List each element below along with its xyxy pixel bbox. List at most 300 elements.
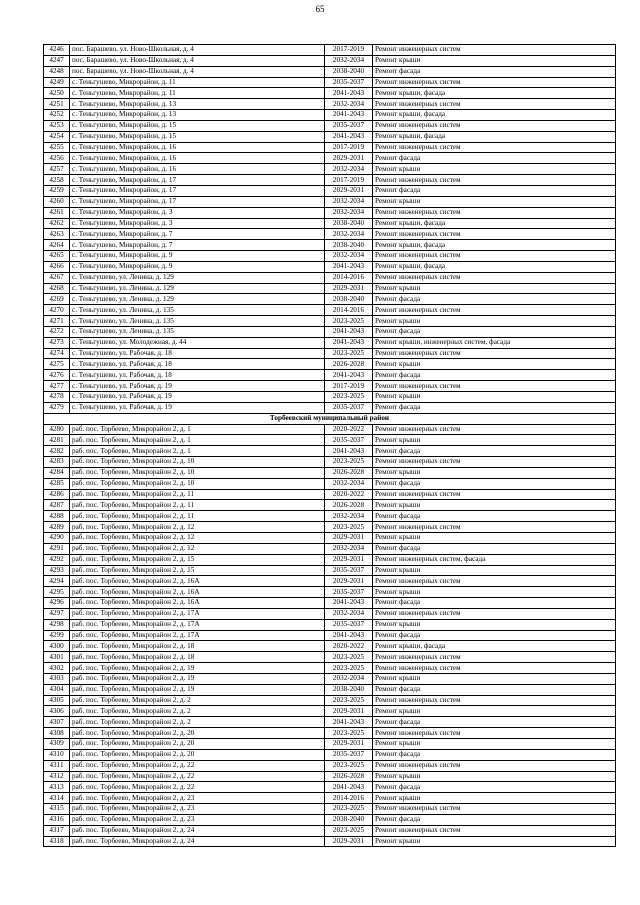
row-number: 4293 bbox=[44, 565, 70, 576]
page-number: 65 bbox=[315, 4, 325, 14]
row-number: 4307 bbox=[44, 717, 70, 728]
work-type-cell: Ремонт инженерных систем bbox=[373, 576, 616, 587]
table-row bbox=[44, 99, 616, 110]
row-number: 4299 bbox=[44, 630, 70, 641]
address-cell: раб. пос. Торбеево, Микрорайон 2, д. 23 bbox=[70, 793, 325, 804]
table-row bbox=[44, 760, 616, 771]
table-row bbox=[44, 131, 616, 142]
table-row bbox=[44, 261, 616, 272]
work-type-cell: Ремонт фасада bbox=[373, 598, 616, 609]
work-type-cell: Ремонт инженерных систем bbox=[373, 207, 616, 218]
period-cell: 2035-2037 bbox=[325, 565, 373, 576]
work-type-cell: Ремонт фасада bbox=[373, 153, 616, 164]
section-title: Торбеевский муниципальный район bbox=[44, 413, 616, 424]
address-cell: раб. пос. Торбеево, Микрорайон 2, д. 22 bbox=[70, 771, 325, 782]
table-row bbox=[44, 381, 616, 392]
period-cell: 2029-2031 bbox=[325, 283, 373, 294]
address-cell: с. Теньгушево, Микрорайон, д. 7 bbox=[70, 229, 325, 240]
work-type-cell: Ремонт фасада bbox=[373, 402, 616, 413]
section-header-row bbox=[44, 413, 616, 424]
work-type-cell: Ремонт фасада bbox=[373, 446, 616, 457]
row-number: 4275 bbox=[44, 359, 70, 370]
address-cell: раб. пос. Торбеево, Микрорайон 2, д. 11 bbox=[70, 500, 325, 511]
address-cell: раб. пос. Торбеево, Микрорайон 2, д. 10 bbox=[70, 467, 325, 478]
period-cell: 2035-2037 bbox=[325, 749, 373, 760]
table-row bbox=[44, 771, 616, 782]
work-type-cell: Ремонт фасада bbox=[373, 543, 616, 554]
address-cell: раб. пос. Торбеево, Микрорайон 2, д. 1 bbox=[70, 446, 325, 457]
table-row bbox=[44, 728, 616, 739]
table-row bbox=[44, 814, 616, 825]
row-number: 4290 bbox=[44, 532, 70, 543]
work-type-cell: Ремонт фасада bbox=[373, 294, 616, 305]
work-type-cell: Ремонт инженерных систем bbox=[373, 760, 616, 771]
period-cell: 2023-2025 bbox=[325, 804, 373, 815]
row-number: 4316 bbox=[44, 814, 70, 825]
work-type-cell: Ремонт фасада bbox=[373, 511, 616, 522]
row-number: 4308 bbox=[44, 728, 70, 739]
row-number: 4301 bbox=[44, 652, 70, 663]
period-cell: 2041-2043 bbox=[325, 446, 373, 457]
address-cell: с. Теньгушево, ул. Рабочая, д. 19 bbox=[70, 392, 325, 403]
table-row bbox=[44, 120, 616, 131]
table-row bbox=[44, 695, 616, 706]
table-row bbox=[44, 55, 616, 66]
table-row bbox=[44, 272, 616, 283]
work-type-cell: Ремонт крыши, инженерных систем, фасада bbox=[373, 337, 616, 348]
address-cell: пос. Барашево, ул. Ново-Школьная, д. 4 bbox=[70, 66, 325, 77]
period-cell: 2014-2016 bbox=[325, 305, 373, 316]
period-cell: 2035-2037 bbox=[325, 402, 373, 413]
address-cell: с. Теньгушево, Микрорайон, д. 17 bbox=[70, 175, 325, 186]
table-row bbox=[44, 619, 616, 630]
work-type-cell: Ремонт крыши bbox=[373, 164, 616, 175]
address-cell: пос. Барашево, ул. Ново-Школьная, д. 4 bbox=[70, 55, 325, 66]
address-cell: раб. пос. Торбеево, Микрорайон 2, д. 16А bbox=[70, 598, 325, 609]
table-body bbox=[44, 45, 616, 847]
work-type-cell: Ремонт крыши bbox=[373, 673, 616, 684]
table-row bbox=[44, 164, 616, 175]
address-cell: с. Теньгушево, Микрорайон, д. 17 bbox=[70, 196, 325, 207]
work-type-cell: Ремонт инженерных систем bbox=[373, 522, 616, 533]
period-cell: 2017-2019 bbox=[325, 45, 373, 56]
row-number: 4318 bbox=[44, 836, 70, 847]
address-cell: раб. пос. Торбеево, Микрорайон 2, д. 17А bbox=[70, 608, 325, 619]
period-cell: 2026-2028 bbox=[325, 500, 373, 511]
table-row bbox=[44, 500, 616, 511]
period-cell: 2032-2034 bbox=[325, 164, 373, 175]
period-cell: 2032-2034 bbox=[325, 673, 373, 684]
work-type-cell: Ремонт крыши, фасада bbox=[373, 110, 616, 121]
row-number: 4304 bbox=[44, 684, 70, 695]
period-cell: 2035-2037 bbox=[325, 619, 373, 630]
row-number: 4264 bbox=[44, 240, 70, 251]
table-row bbox=[44, 587, 616, 598]
table-row bbox=[44, 196, 616, 207]
address-cell: с. Теньгушево, Микрорайон, д. 17 bbox=[70, 185, 325, 196]
period-cell: 2029-2031 bbox=[325, 554, 373, 565]
table-row bbox=[44, 88, 616, 99]
work-type-cell: Ремонт крыши bbox=[373, 587, 616, 598]
address-cell: раб. пос. Торбеево, Микрорайон 2, д. 2 bbox=[70, 695, 325, 706]
row-number: 4278 bbox=[44, 392, 70, 403]
address-cell: с. Теньгушево, ул. Рабочая, д. 18 bbox=[70, 359, 325, 370]
work-type-cell: Ремонт инженерных систем bbox=[373, 825, 616, 836]
period-cell: 2032-2034 bbox=[325, 207, 373, 218]
row-number: 4274 bbox=[44, 348, 70, 359]
row-number: 4247 bbox=[44, 55, 70, 66]
work-type-cell: Ремонт крыши bbox=[373, 359, 616, 370]
period-cell: 2029-2031 bbox=[325, 532, 373, 543]
period-cell: 2032-2034 bbox=[325, 99, 373, 110]
table-row bbox=[44, 316, 616, 327]
address-cell: раб. пос. Торбеево, Микрорайон 2, д. 2 bbox=[70, 706, 325, 717]
row-number: 4289 bbox=[44, 522, 70, 533]
period-cell: 2041-2043 bbox=[325, 110, 373, 121]
period-cell: 2029-2031 bbox=[325, 836, 373, 847]
table-row bbox=[44, 478, 616, 489]
address-cell: с. Теньгушево, Микрорайон, д. 3 bbox=[70, 218, 325, 229]
work-type-cell: Ремонт крыши, фасада bbox=[373, 88, 616, 99]
row-number: 4271 bbox=[44, 316, 70, 327]
period-cell: 2023-2025 bbox=[325, 760, 373, 771]
repair-schedule-table bbox=[43, 44, 616, 847]
work-type-cell: Ремонт крыши bbox=[373, 739, 616, 750]
period-cell: 2038-2040 bbox=[325, 814, 373, 825]
table-row bbox=[44, 337, 616, 348]
work-type-cell: Ремонт инженерных систем bbox=[373, 120, 616, 131]
table-row bbox=[44, 825, 616, 836]
row-number: 4281 bbox=[44, 435, 70, 446]
table-row bbox=[44, 66, 616, 77]
table-row bbox=[44, 489, 616, 500]
period-cell: 2035-2037 bbox=[325, 120, 373, 131]
work-type-cell: Ремонт инженерных систем bbox=[373, 45, 616, 56]
work-type-cell: Ремонт крыши, фасада bbox=[373, 240, 616, 251]
address-cell: раб. пос. Торбеево, Микрорайон 2, д. 18 bbox=[70, 652, 325, 663]
table-row bbox=[44, 457, 616, 468]
table-row bbox=[44, 229, 616, 240]
work-type-cell: Ремонт крыши bbox=[373, 467, 616, 478]
work-type-cell: Ремонт крыши bbox=[373, 283, 616, 294]
table-row bbox=[44, 663, 616, 674]
work-type-cell: Ремонт фасада bbox=[373, 749, 616, 760]
table-row bbox=[44, 598, 616, 609]
table-row bbox=[44, 175, 616, 186]
row-number: 4269 bbox=[44, 294, 70, 305]
address-cell: раб. пос. Торбеево, Микрорайон 2, д. 2 bbox=[70, 717, 325, 728]
address-cell: с. Теньгушево, Микрорайон, д. 11 bbox=[70, 88, 325, 99]
row-number: 4285 bbox=[44, 478, 70, 489]
period-cell: 2023-2025 bbox=[325, 392, 373, 403]
address-cell: раб. пос. Торбеево, Микрорайон 2, д. 10 bbox=[70, 478, 325, 489]
table-row bbox=[44, 782, 616, 793]
row-number: 4253 bbox=[44, 120, 70, 131]
row-number: 4267 bbox=[44, 272, 70, 283]
address-cell: раб. пос. Торбеево, Микрорайон 2, д. 24 bbox=[70, 825, 325, 836]
table-row bbox=[44, 348, 616, 359]
period-cell: 2041-2043 bbox=[325, 337, 373, 348]
period-cell: 2041-2043 bbox=[325, 598, 373, 609]
work-type-cell: Ремонт инженерных систем bbox=[373, 305, 616, 316]
work-type-cell: Ремонт фасада bbox=[373, 478, 616, 489]
table-row bbox=[44, 218, 616, 229]
work-type-cell: Ремонт фасада bbox=[373, 717, 616, 728]
period-cell: 2017-2019 bbox=[325, 142, 373, 153]
work-type-cell: Ремонт фасада bbox=[373, 630, 616, 641]
work-type-cell: Ремонт фасада bbox=[373, 684, 616, 695]
table-row bbox=[44, 77, 616, 88]
row-number: 4303 bbox=[44, 673, 70, 684]
period-cell: 2023-2025 bbox=[325, 663, 373, 674]
period-cell: 2029-2031 bbox=[325, 576, 373, 587]
table-row bbox=[44, 554, 616, 565]
period-cell: 2038-2040 bbox=[325, 684, 373, 695]
period-cell: 2041-2043 bbox=[325, 782, 373, 793]
period-cell: 2032-2034 bbox=[325, 55, 373, 66]
table-row bbox=[44, 153, 616, 164]
period-cell: 2023-2025 bbox=[325, 652, 373, 663]
address-cell: с. Теньгушево, Микрорайон, д. 11 bbox=[70, 77, 325, 88]
table-row bbox=[44, 511, 616, 522]
period-cell: 2023-2025 bbox=[325, 316, 373, 327]
address-cell: раб. пос. Торбеево, Микрорайон 2, д. 22 bbox=[70, 782, 325, 793]
row-number: 4277 bbox=[44, 381, 70, 392]
work-type-cell: Ремонт инженерных систем, фасада bbox=[373, 554, 616, 565]
table-row bbox=[44, 630, 616, 641]
period-cell: 2020-2022 bbox=[325, 641, 373, 652]
row-number: 4286 bbox=[44, 489, 70, 500]
period-cell: 2014-2016 bbox=[325, 793, 373, 804]
address-cell: пос. Барашево, ул. Ново-Школьная, д. 4 bbox=[70, 45, 325, 56]
period-cell: 2032-2034 bbox=[325, 478, 373, 489]
period-cell: 2038-2040 bbox=[325, 294, 373, 305]
work-type-cell: Ремонт инженерных систем bbox=[373, 424, 616, 435]
row-number: 4291 bbox=[44, 543, 70, 554]
work-type-cell: Ремонт инженерных систем bbox=[373, 348, 616, 359]
table-row bbox=[44, 641, 616, 652]
row-number: 4311 bbox=[44, 760, 70, 771]
period-cell: 2032-2034 bbox=[325, 608, 373, 619]
work-type-cell: Ремонт крыши bbox=[373, 500, 616, 511]
row-number: 4270 bbox=[44, 305, 70, 316]
work-type-cell: Ремонт фасада bbox=[373, 782, 616, 793]
table-row bbox=[44, 251, 616, 262]
address-cell: с. Теньгушево, ул. Ленина, д. 129 bbox=[70, 283, 325, 294]
table-row bbox=[44, 522, 616, 533]
table-row bbox=[44, 446, 616, 457]
period-cell: 2029-2031 bbox=[325, 739, 373, 750]
address-cell: раб. пос. Торбеево, Микрорайон 2, д. 12 bbox=[70, 532, 325, 543]
row-number: 4248 bbox=[44, 66, 70, 77]
work-type-cell: Ремонт фасада bbox=[373, 814, 616, 825]
row-number: 4279 bbox=[44, 402, 70, 413]
work-type-cell: Ремонт крыши bbox=[373, 771, 616, 782]
address-cell: раб. пос. Торбеево, Микрорайон 2, д. 23 bbox=[70, 804, 325, 815]
address-cell: с. Теньгушево, Микрорайон, д. 7 bbox=[70, 240, 325, 251]
work-type-cell: Ремонт фасада bbox=[373, 66, 616, 77]
work-type-cell: Ремонт крыши bbox=[373, 435, 616, 446]
work-type-cell: Ремонт инженерных систем bbox=[373, 652, 616, 663]
row-number: 4313 bbox=[44, 782, 70, 793]
row-number: 4257 bbox=[44, 164, 70, 175]
row-number: 4255 bbox=[44, 142, 70, 153]
work-type-cell: Ремонт крыши bbox=[373, 565, 616, 576]
work-type-cell: Ремонт инженерных систем bbox=[373, 229, 616, 240]
row-number: 4284 bbox=[44, 467, 70, 478]
period-cell: 2032-2034 bbox=[325, 251, 373, 262]
address-cell: с. Теньгушево, ул. Ленина, д. 129 bbox=[70, 272, 325, 283]
period-cell: 2041-2043 bbox=[325, 326, 373, 337]
row-number: 4288 bbox=[44, 511, 70, 522]
table-row bbox=[44, 706, 616, 717]
address-cell: с. Теньгушево, Микрорайон, д. 13 bbox=[70, 99, 325, 110]
table-row bbox=[44, 370, 616, 381]
work-type-cell: Ремонт крыши, фасада bbox=[373, 261, 616, 272]
row-number: 4259 bbox=[44, 185, 70, 196]
table-row bbox=[44, 305, 616, 316]
table-row bbox=[44, 185, 616, 196]
address-cell: с. Теньгушево, ул. Ленина, д. 135 bbox=[70, 305, 325, 316]
row-number: 4272 bbox=[44, 326, 70, 337]
address-cell: раб. пос. Торбеево, Микрорайон 2, д. 15 bbox=[70, 554, 325, 565]
work-type-cell: Ремонт инженерных систем bbox=[373, 608, 616, 619]
table-row bbox=[44, 359, 616, 370]
period-cell: 2026-2028 bbox=[325, 467, 373, 478]
table-row bbox=[44, 207, 616, 218]
row-number: 4297 bbox=[44, 608, 70, 619]
period-cell: 2020-2022 bbox=[325, 424, 373, 435]
address-cell: с. Теньгушево, Микрорайон, д. 9 bbox=[70, 261, 325, 272]
address-cell: раб. пос. Торбеево, Микрорайон 2, д. 16А bbox=[70, 587, 325, 598]
period-cell: 2029-2031 bbox=[325, 185, 373, 196]
table-row bbox=[44, 793, 616, 804]
address-cell: с. Теньгушево, Микрорайон, д. 16 bbox=[70, 164, 325, 175]
period-cell: 2023-2025 bbox=[325, 348, 373, 359]
address-cell: с. Теньгушево, Микрорайон, д. 15 bbox=[70, 120, 325, 131]
address-cell: раб. пос. Торбеево, Микрорайон 2, д. 22 bbox=[70, 760, 325, 771]
work-type-cell: Ремонт инженерных систем bbox=[373, 695, 616, 706]
work-type-cell: Ремонт крыши bbox=[373, 836, 616, 847]
address-cell: раб. пос. Торбеево, Микрорайон 2, д. 11 bbox=[70, 489, 325, 500]
address-cell: раб. пос. Торбеево, Микрорайон 2, д. 17А bbox=[70, 630, 325, 641]
period-cell: 2020-2022 bbox=[325, 489, 373, 500]
address-cell: раб. пос. Торбеево, Микрорайон 2, д. 12 bbox=[70, 543, 325, 554]
address-cell: раб. пос. Торбеево, Микрорайон 2, д. 20 bbox=[70, 728, 325, 739]
row-number: 4258 bbox=[44, 175, 70, 186]
table-row bbox=[44, 684, 616, 695]
period-cell: 2041-2043 bbox=[325, 630, 373, 641]
table-row bbox=[44, 804, 616, 815]
work-type-cell: Ремонт инженерных систем bbox=[373, 489, 616, 500]
work-type-cell: Ремонт крыши bbox=[373, 316, 616, 327]
row-number: 4309 bbox=[44, 739, 70, 750]
period-cell: 2038-2040 bbox=[325, 240, 373, 251]
row-number: 4310 bbox=[44, 749, 70, 760]
row-number: 4260 bbox=[44, 196, 70, 207]
table-row bbox=[44, 45, 616, 56]
work-type-cell: Ремонт инженерных систем bbox=[373, 251, 616, 262]
table-row bbox=[44, 739, 616, 750]
row-number: 4266 bbox=[44, 261, 70, 272]
row-number: 4306 bbox=[44, 706, 70, 717]
period-cell: 2032-2034 bbox=[325, 229, 373, 240]
period-cell: 2041-2043 bbox=[325, 131, 373, 142]
period-cell: 2035-2037 bbox=[325, 77, 373, 88]
row-number: 4312 bbox=[44, 771, 70, 782]
period-cell: 2026-2028 bbox=[325, 359, 373, 370]
work-type-cell: Ремонт крыши bbox=[373, 706, 616, 717]
row-number: 4305 bbox=[44, 695, 70, 706]
row-number: 4246 bbox=[44, 45, 70, 56]
period-cell: 2041-2043 bbox=[325, 88, 373, 99]
row-number: 4302 bbox=[44, 663, 70, 674]
address-cell: раб. пос. Торбеево, Микрорайон 2, д. 19 bbox=[70, 684, 325, 695]
period-cell: 2041-2043 bbox=[325, 717, 373, 728]
work-type-cell: Ремонт крыши bbox=[373, 793, 616, 804]
table-row bbox=[44, 576, 616, 587]
row-number: 4262 bbox=[44, 218, 70, 229]
table-row bbox=[44, 110, 616, 121]
work-type-cell: Ремонт крыши bbox=[373, 532, 616, 543]
address-cell: раб. пос. Торбеево, Микрорайон 2, д. 20 bbox=[70, 749, 325, 760]
address-cell: раб. пос. Торбеево, Микрорайон 2, д. 16А bbox=[70, 576, 325, 587]
address-cell: с. Теньгушево, ул. Ленина, д. 135 bbox=[70, 326, 325, 337]
address-cell: раб. пос. Торбеево, Микрорайон 2, д. 19 bbox=[70, 673, 325, 684]
address-cell: с. Теньгушево, ул. Рабочая, д. 18 bbox=[70, 348, 325, 359]
row-number: 4296 bbox=[44, 598, 70, 609]
row-number: 4265 bbox=[44, 251, 70, 262]
table-row bbox=[44, 402, 616, 413]
period-cell: 2038-2040 bbox=[325, 66, 373, 77]
period-cell: 2014-2016 bbox=[325, 272, 373, 283]
work-type-cell: Ремонт крыши, фасада bbox=[373, 131, 616, 142]
address-cell: раб. пос. Торбеево, Микрорайон 2, д. 10 bbox=[70, 457, 325, 468]
period-cell: 2017-2019 bbox=[325, 381, 373, 392]
work-type-cell: Ремонт фасада bbox=[373, 326, 616, 337]
address-cell: раб. пос. Торбеево, Микрорайон 2, д. 11 bbox=[70, 511, 325, 522]
row-number: 4317 bbox=[44, 825, 70, 836]
table-row bbox=[44, 717, 616, 728]
work-type-cell: Ремонт крыши bbox=[373, 619, 616, 630]
table-row bbox=[44, 749, 616, 760]
table-row bbox=[44, 836, 616, 847]
table-row bbox=[44, 392, 616, 403]
row-number: 4292 bbox=[44, 554, 70, 565]
period-cell: 2026-2028 bbox=[325, 771, 373, 782]
work-type-cell: Ремонт инженерных систем bbox=[373, 77, 616, 88]
period-cell: 2041-2043 bbox=[325, 261, 373, 272]
work-type-cell: Ремонт крыши bbox=[373, 392, 616, 403]
table-row bbox=[44, 424, 616, 435]
address-cell: раб. пос. Торбеево, Микрорайон 2, д. 18 bbox=[70, 641, 325, 652]
address-cell: с. Теньгушево, ул. Ленина, д. 135 bbox=[70, 316, 325, 327]
row-number: 4298 bbox=[44, 619, 70, 630]
address-cell: с. Теньгушево, Микрорайон, д. 9 bbox=[70, 251, 325, 262]
period-cell: 2023-2025 bbox=[325, 522, 373, 533]
work-type-cell: Ремонт инженерных систем bbox=[373, 99, 616, 110]
address-cell: с. Теньгушево, Микрорайон, д. 13 bbox=[70, 110, 325, 121]
address-cell: раб. пос. Торбеево, Микрорайон 2, д. 15 bbox=[70, 565, 325, 576]
work-type-cell: Ремонт крыши bbox=[373, 196, 616, 207]
work-type-cell: Ремонт инженерных систем bbox=[373, 728, 616, 739]
address-cell: с. Теньгушево, ул. Рабочая, д. 19 bbox=[70, 402, 325, 413]
address-cell: с. Теньгушево, ул. Молодежная, д. 44 bbox=[70, 337, 325, 348]
row-number: 4295 bbox=[44, 587, 70, 598]
address-cell: раб. пос. Торбеево, Микрорайон 2, д. 1 bbox=[70, 424, 325, 435]
period-cell: 2023-2025 bbox=[325, 695, 373, 706]
table-row bbox=[44, 565, 616, 576]
